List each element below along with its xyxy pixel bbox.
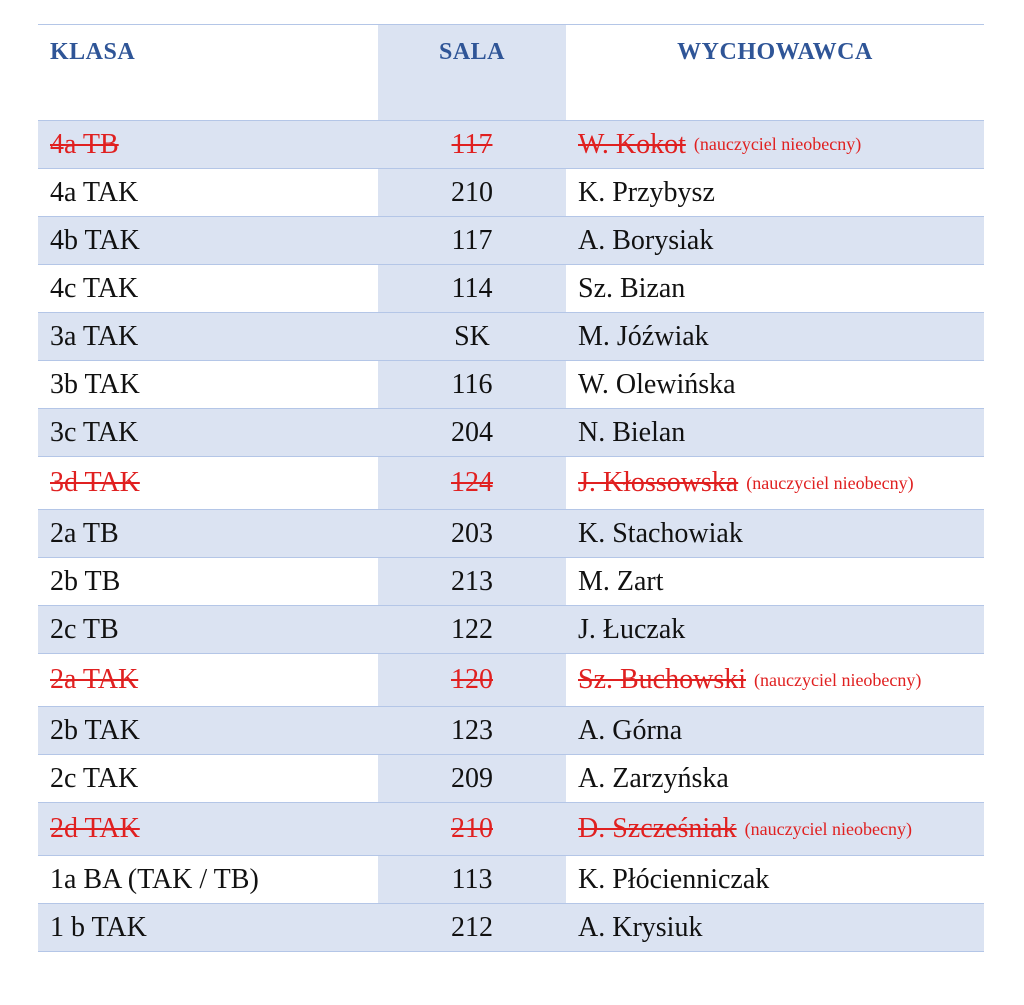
wychowawca-text: M. Jóźwiak bbox=[578, 320, 709, 352]
wychowawca-text: M. Zart bbox=[578, 565, 664, 597]
cell-wychowawca bbox=[566, 606, 984, 653]
klasa-text: 4b TAK bbox=[50, 224, 140, 256]
klasa-text: 2b TB bbox=[50, 565, 121, 597]
cell-klasa bbox=[38, 654, 378, 706]
klasa-text: 3b TAK bbox=[50, 368, 140, 400]
table-header bbox=[38, 25, 984, 121]
sala-text: SK bbox=[454, 320, 490, 352]
cell-wychowawca bbox=[566, 856, 984, 903]
cell-klasa bbox=[38, 265, 378, 312]
wychowawca-text: Sz. Buchowski bbox=[578, 664, 746, 695]
cell-klasa bbox=[38, 217, 378, 264]
table-row-cancelled bbox=[38, 803, 984, 856]
cell-sala bbox=[378, 457, 566, 509]
cell-klasa bbox=[38, 169, 378, 216]
cell-sala bbox=[378, 856, 566, 903]
table-row bbox=[38, 313, 984, 361]
table-row bbox=[38, 755, 984, 803]
klasa-text: 1 b TAK bbox=[50, 911, 147, 943]
klasa-text: 2a TB bbox=[50, 517, 119, 549]
klasa-text: 4c TAK bbox=[50, 272, 139, 304]
cell-sala bbox=[378, 755, 566, 802]
klasa-text: 4a TAK bbox=[50, 176, 139, 208]
cell-wychowawca bbox=[566, 654, 984, 706]
table-row bbox=[38, 217, 984, 265]
table-row bbox=[38, 856, 984, 904]
cell-klasa bbox=[38, 558, 378, 605]
table-row bbox=[38, 558, 984, 606]
sala-text: 114 bbox=[451, 272, 493, 304]
klasa-text: 2c TAK bbox=[50, 762, 139, 794]
cell-sala bbox=[378, 904, 566, 951]
cell-wychowawca bbox=[566, 707, 984, 754]
sala-text: 117 bbox=[451, 224, 493, 256]
cell-sala bbox=[378, 409, 566, 456]
klasa-text: 4a TB bbox=[50, 128, 119, 160]
cell-klasa bbox=[38, 904, 378, 951]
header-wychowawca: WYCHOWAWCA bbox=[677, 39, 873, 65]
wychowawca-text: J. Łuczak bbox=[578, 613, 686, 645]
table-row bbox=[38, 409, 984, 457]
cell-sala bbox=[378, 803, 566, 855]
klasa-text: 2a TAK bbox=[50, 664, 139, 695]
cell-wychowawca bbox=[566, 510, 984, 557]
wychowawca-text: K. Stachowiak bbox=[578, 517, 743, 549]
cell-klasa bbox=[38, 361, 378, 408]
table-row bbox=[38, 169, 984, 217]
cell-wychowawca bbox=[566, 457, 984, 509]
cell-wychowawca bbox=[566, 755, 984, 802]
table-row bbox=[38, 904, 984, 952]
wychowawca-text: Sz. Bizan bbox=[578, 272, 686, 304]
cell-wychowawca bbox=[566, 558, 984, 605]
table-row-cancelled bbox=[38, 457, 984, 510]
cell-wychowawca bbox=[566, 313, 984, 360]
table-row-cancelled bbox=[38, 121, 984, 169]
sala-text: 120 bbox=[451, 664, 493, 695]
wychowawca-text: W. Kokot bbox=[578, 128, 686, 160]
table-body bbox=[38, 121, 984, 952]
cell-sala bbox=[378, 558, 566, 605]
table-row bbox=[38, 707, 984, 755]
wychowawca-text: A. Górna bbox=[578, 714, 683, 746]
table-row bbox=[38, 265, 984, 313]
wychowawca-text: A. Borysiak bbox=[578, 224, 714, 256]
cell-wychowawca bbox=[566, 265, 984, 312]
klasa-text: 2b TAK bbox=[50, 714, 140, 746]
sala-text: 122 bbox=[451, 613, 493, 645]
header-klasa: KLASA bbox=[50, 39, 136, 65]
klasa-text: 3d TAK bbox=[50, 467, 140, 498]
sala-text: 116 bbox=[451, 368, 493, 400]
cell-sala bbox=[378, 707, 566, 754]
cell-klasa bbox=[38, 606, 378, 653]
cell-sala bbox=[378, 265, 566, 312]
sala-text: 117 bbox=[451, 128, 493, 160]
cell-klasa bbox=[38, 409, 378, 456]
header-sala: SALA bbox=[378, 25, 566, 120]
table-row-cancelled bbox=[38, 654, 984, 707]
wychowawca-text: K. Płócienniczak bbox=[578, 863, 770, 895]
sala-text: 204 bbox=[451, 416, 493, 448]
sala-text: 209 bbox=[451, 762, 493, 794]
klasa-text: 3a TAK bbox=[50, 320, 139, 352]
wychowawca-text: A. Krysiuk bbox=[578, 911, 703, 943]
sala-text: 123 bbox=[451, 714, 493, 746]
klasa-text: 2c TB bbox=[50, 613, 119, 645]
cell-sala bbox=[378, 606, 566, 653]
table-row bbox=[38, 606, 984, 654]
cell-wychowawca bbox=[566, 409, 984, 456]
absence-note: (nauczyciel nieobecny) bbox=[754, 669, 922, 690]
table-row bbox=[38, 361, 984, 409]
cell-sala bbox=[378, 654, 566, 706]
cell-sala bbox=[378, 121, 566, 168]
cell-sala bbox=[378, 169, 566, 216]
sala-text: 203 bbox=[451, 517, 493, 549]
absence-note: (nauczyciel nieobecny) bbox=[746, 472, 914, 493]
cell-klasa bbox=[38, 313, 378, 360]
cell-klasa bbox=[38, 457, 378, 509]
wychowawca-text: W. Olewińska bbox=[578, 368, 736, 400]
wychowawca-text: N. Bielan bbox=[578, 416, 686, 448]
cell-klasa bbox=[38, 121, 378, 168]
klasa-text: 3c TAK bbox=[50, 416, 139, 448]
cell-wychowawca bbox=[566, 121, 984, 168]
absence-note: (nauczyciel nieobecny) bbox=[693, 134, 862, 154]
sala-text: 113 bbox=[451, 863, 493, 895]
cell-wychowawca bbox=[566, 803, 984, 855]
class-room-table bbox=[38, 24, 984, 952]
table-row bbox=[38, 510, 984, 558]
cell-wychowawca bbox=[566, 217, 984, 264]
wychowawca-text: J. Kłossowska bbox=[578, 467, 739, 498]
absence-note: (nauczyciel nieobecny) bbox=[744, 818, 913, 839]
sala-text: 210 bbox=[451, 813, 493, 844]
wychowawca-text: K. Przybysz bbox=[578, 176, 715, 208]
sala-text: 213 bbox=[451, 565, 493, 597]
wychowawca-text: D. Szcześniak bbox=[578, 813, 737, 844]
cell-sala bbox=[378, 217, 566, 264]
sala-text: 212 bbox=[451, 911, 493, 943]
cell-sala bbox=[378, 313, 566, 360]
cell-wychowawca bbox=[566, 904, 984, 951]
sala-text: 210 bbox=[451, 176, 493, 208]
cell-klasa bbox=[38, 707, 378, 754]
cell-klasa bbox=[38, 755, 378, 802]
klasa-text: 2d TAK bbox=[50, 813, 140, 844]
cell-sala bbox=[378, 510, 566, 557]
cell-klasa bbox=[38, 510, 378, 557]
wychowawca-text: A. Zarzyńska bbox=[578, 762, 729, 794]
cell-sala bbox=[378, 361, 566, 408]
sala-text: 124 bbox=[451, 467, 493, 498]
cell-klasa bbox=[38, 856, 378, 903]
cell-klasa bbox=[38, 803, 378, 855]
cell-wychowawca bbox=[566, 361, 984, 408]
klasa-text: 1a BA (TAK / TB) bbox=[50, 863, 259, 895]
cell-wychowawca bbox=[566, 169, 984, 216]
